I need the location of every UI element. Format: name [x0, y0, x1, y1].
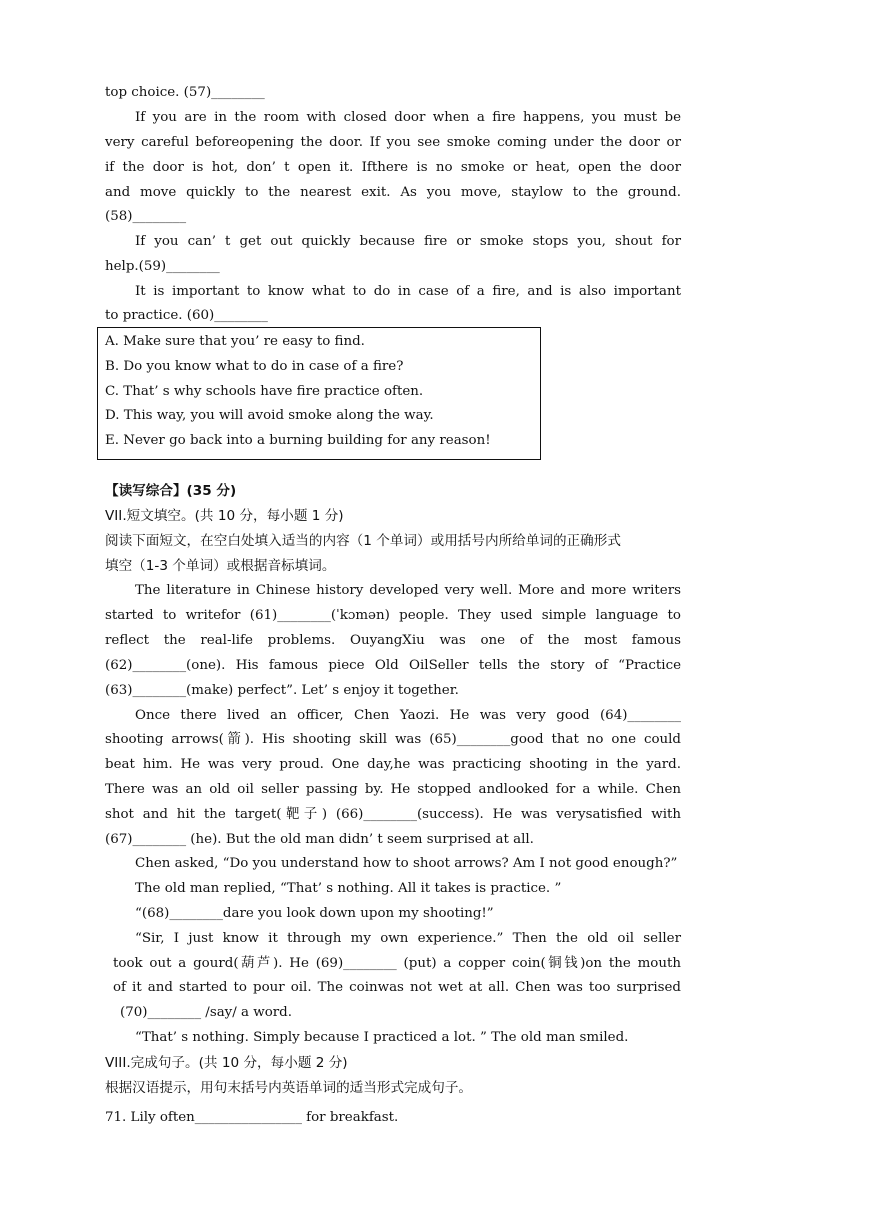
text-line: help.(59)________: [105, 259, 220, 274]
passage-line: took out a gourd(葫芦). He (69)________ (put) a copper coin(铜钱)on the mouth: [113, 956, 681, 971]
passage-line: (67)________ (he). But the old man didn’ t seem surprised at all.: [105, 832, 534, 847]
question-71: 71. Lily often________________ for breakfast.: [105, 1110, 399, 1125]
part7-heading: VII.短文填空。(共 10 分，每小题 1 分): [105, 508, 344, 524]
options-box: [97, 327, 541, 460]
part7-instruction: 填空（1-3 个单词）或根据音标填词。: [105, 558, 336, 574]
option-c: C. That’ s why schools have fire practice often.: [105, 384, 424, 399]
text-line: and move quickly to the nearest exit. As you move, staylow to the ground.: [105, 185, 681, 200]
text-line: top choice. (57)________: [105, 85, 265, 100]
passage-line: The old man replied, “That’ s nothing. All it takes is practice. ”: [135, 881, 562, 896]
passage-line: started to writefor (61)________(ˈkɔmən) people. They used simple language to: [105, 608, 681, 623]
passage-line: Once there lived an officer, Chen Yaozi. He was very good (64)________: [135, 708, 681, 723]
text-line: If you can’ t get out quickly because fire or smoke stops you, shout for: [135, 234, 681, 249]
passage-line: shot and hit the target(靶子) (66)________(success). He was verysatisfied with: [105, 807, 681, 822]
option-b: B. Do you know what to do in case of a fire?: [105, 359, 404, 374]
passage-line: Chen asked, “Do you understand how to shoot arrows? Am I not good enough?”: [135, 856, 678, 871]
part8-heading: VIII.完成句子。(共 10 分，每小题 2 分): [105, 1055, 348, 1071]
option-a: A. Make sure that you’ re easy to find.: [105, 334, 365, 349]
passage-line: The literature in Chinese history developed very well. More and more writers: [135, 583, 681, 598]
passage-line: “That’ s nothing. Simply because I practiced a lot. ” The old man smiled.: [135, 1030, 629, 1045]
text-line: very careful beforeopening the door. If you see smoke coming under the door or: [105, 135, 681, 150]
passage-line: “(68)________dare you look down upon my shooting!”: [135, 906, 494, 921]
passage-line: shooting arrows(箭). His shooting skill was (65)________good that no one could: [105, 732, 681, 747]
passage-line: (63)________(make) perfect”. Let’ s enjoy it together.: [105, 683, 459, 698]
passage-line: of it and started to pour oil. The coinwas not wet at all. Chen was too surprised: [113, 980, 681, 995]
passage-line: (62)________(one). His famous piece Old OilSeller tells the story of “Practice: [105, 658, 681, 673]
option-d: D. This way, you will avoid smoke along the way.: [105, 408, 434, 423]
text-line: (58)________: [105, 209, 187, 224]
part7-instruction: 阅读下面短文，在空白处填入适当的内容（1 个单词）或用括号内所给单词的正确形式: [105, 533, 621, 549]
text-line: if the door is hot, don’ t open it. Ifthere is no smoke or heat, open the door: [105, 160, 681, 175]
option-e: E. Never go back into a burning building for any reason!: [105, 433, 491, 448]
passage-line: beat him. He was very proud. One day,he was practicing shooting in the yard.: [105, 757, 681, 772]
passage-line: (70)________ /say/ a word.: [120, 1005, 292, 1020]
text-line: It is important to know what to do in case of a fire, and is also important: [135, 284, 681, 299]
text-line: to practice. (60)________: [105, 308, 268, 323]
passage-line: reflect the real-life problems. OuyangXiu was one of the most famous: [105, 633, 681, 648]
part8-instruction: 根据汉语提示，用句末括号内英语单词的适当形式完成句子。: [105, 1080, 473, 1096]
passage-line: “Sir, I just know it through my own experience.” Then the old oil seller: [135, 931, 681, 946]
section-title: 【读写综合】(35 分): [105, 483, 237, 499]
passage-line: There was an old oil seller passing by. He stopped andlooked for a while. Chen: [105, 782, 681, 797]
text-line: If you are in the room with closed door when a fire happens, you must be: [135, 110, 681, 125]
